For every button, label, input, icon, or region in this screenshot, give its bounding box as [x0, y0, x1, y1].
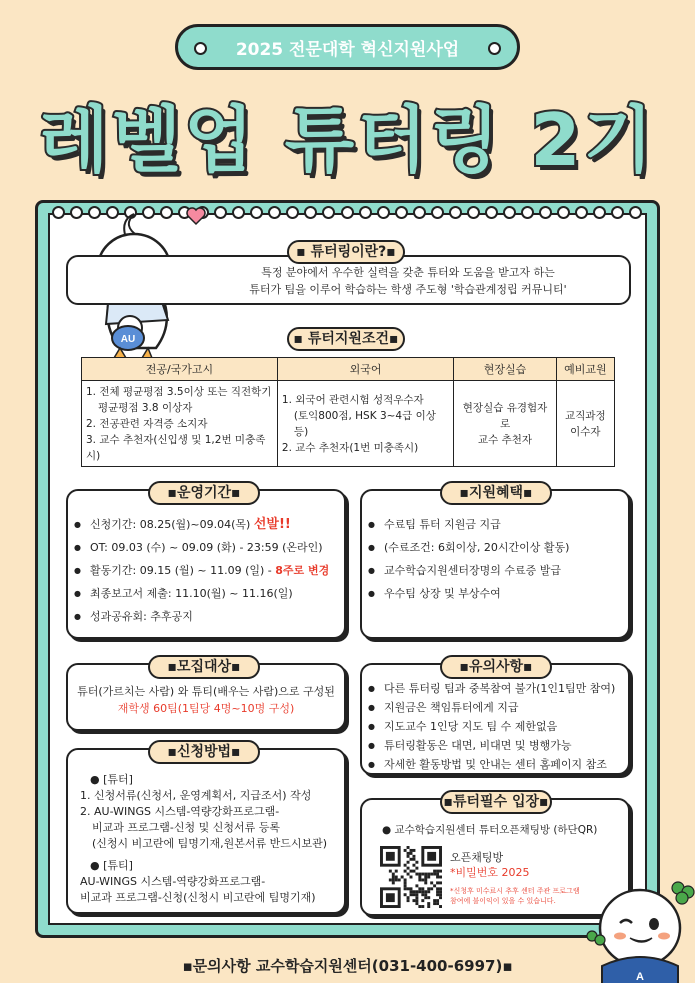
benefits-box: [360, 489, 630, 639]
binder-ring-icon: [485, 206, 498, 219]
conditions-label: ▪ 튜터지원조건▪: [287, 327, 405, 351]
table-cell: [82, 381, 278, 467]
cell-line: 1. 외국어 관련시험 성적우수자: [281, 393, 424, 406]
list-item: ● 활동기간: 09.15 (월) ~ 11.09 (일) - 8주로 변경: [90, 559, 344, 582]
binder-ring-icon: [250, 206, 263, 219]
password: *비밀번호 2025: [450, 866, 530, 879]
table-cell: [277, 381, 453, 467]
binder-ring-icon: [521, 206, 534, 219]
schedule-box: [66, 489, 346, 639]
list-item: ● OT: 09.03 (수) ~ 09.09 (화) - 23:59 (온라인): [90, 536, 344, 559]
list-item: ● 지도교수 1인당 지도 팀 수 제한없음: [384, 717, 628, 736]
binder-ring-icon: [52, 206, 65, 219]
benefits-label: ▪지원혜택▪: [440, 481, 552, 505]
cell-line: 3. 교수 추천자(신입생 및 1,2번 미충족시): [86, 433, 266, 462]
binder-ring-icon: [593, 206, 606, 219]
binder-ring-icon: [214, 206, 227, 219]
list-item: ● 튜터링활동은 대면, 비대면 및 병행가능: [384, 736, 628, 755]
tutee-heading: ● [튜티]: [90, 859, 133, 872]
method-line: (신청시 비고란에 팀명기재,원본서류 반드시보관): [92, 837, 328, 850]
column-header: 전공/국가고시: [82, 358, 278, 381]
dot-icon: [488, 42, 501, 55]
list-item: ● 우수팀 상장 및 부상수여: [384, 582, 628, 605]
column-header: 외국어: [277, 358, 453, 381]
list-item: ● 신청기간: 08.25(월)~09.04(목) 선발!!: [90, 513, 344, 536]
binder-ring-icon: [503, 206, 516, 219]
table-cell: [454, 381, 556, 467]
qr-code-icon[interactable]: [380, 846, 442, 908]
binder-ring-icon: [467, 206, 480, 219]
schedule-label: ▪운영기간▪: [148, 481, 260, 505]
warning-line: *신청후 미수료시 추후 센터 주관 프로그램: [450, 887, 580, 895]
required-label: ▪튜터필수 입장▪: [440, 790, 552, 814]
method-label: ▪신청방법▪: [148, 740, 260, 764]
required-item: ● 교수학습지원센터 튜터오픈채팅방 (하단QR): [382, 824, 598, 836]
binder-ring-icon: [395, 206, 408, 219]
cell-line: 이수자: [570, 425, 601, 438]
binder-ring-icon: [629, 206, 642, 219]
conditions-table: [81, 357, 615, 467]
cell-line: 교수 추천자: [477, 433, 533, 446]
binder-ring-icon: [304, 206, 317, 219]
binder-ring-icon: [286, 206, 299, 219]
notes-label: ▪유의사항▪: [440, 655, 552, 679]
mascot-badge: AU: [120, 334, 136, 345]
notes-box: [360, 663, 630, 775]
heart-icon: [185, 206, 207, 226]
tutor-heading: ● [튜터]: [90, 773, 133, 786]
intro-line: 튜터가 팀을 이루어 학습하는 학생 주도형 '학습관계정립 커뮤니티': [249, 283, 567, 296]
cell-line: 1. 전체 평균평점 3.5이상 또는 직전학기: [86, 385, 272, 398]
column-header: 예비교원: [556, 358, 614, 381]
list-item: ● 교수학습지원센터장명의 수료증 발급: [384, 559, 628, 582]
list-item: ● 다른 튜터링 팀과 중복참여 불가(1인1팀만 참여): [384, 679, 628, 698]
list-item: ● 수료팀 튜터 지원금 지급: [384, 513, 628, 536]
intro-label: ▪ 튜터링이란?▪: [287, 240, 405, 264]
binder-ring-icon: [413, 206, 426, 219]
cell-line: 평균평점 3.8 이상자: [98, 401, 193, 414]
list-item: ● 성과공유회: 추후공지: [90, 605, 344, 628]
footer-contact: ▪문의사항 교수학습지원센터(031-400-6997)▪: [182, 957, 513, 975]
binder-ring-icon: [449, 206, 462, 219]
method-line: 1. 신청서류(신청서, 운영계획서, 지급조서) 작성: [80, 789, 312, 802]
list-item: ● (수료조건: 6회이상, 20시간이상 활동): [384, 536, 628, 559]
binder-ring-icon: [575, 206, 588, 219]
column-header: 현장실습: [454, 358, 556, 381]
method-line: 비교과 프로그램-신청 및 신청서류 등록: [92, 821, 280, 834]
binder-ring-icon: [557, 206, 570, 219]
binder-ring-icon: [431, 206, 444, 219]
binder-ring-icon: [611, 206, 624, 219]
method-box: [66, 748, 346, 914]
subtitle: 2025 전문대학 혁신지원사업: [235, 39, 460, 60]
list-item: ● 최종보고서 제출: 11.10(월) ~ 11.16(일): [90, 582, 344, 605]
binder-ring-icon: [341, 206, 354, 219]
method-line: AU-WINGS 시스템-역량강화프로그램-: [80, 875, 266, 888]
cell-line: 교직과정: [565, 409, 606, 422]
dot-icon: [194, 42, 207, 55]
binder-ring-icon: [232, 206, 245, 219]
target-line: 튜터(가르치는 사람) 와 튜티(배우는 사람)으로 구성된: [77, 685, 335, 698]
cell-line: 2. 전공관련 자격증 소지자: [86, 417, 208, 430]
subtitle-pill: [175, 24, 520, 70]
target-label: ▪모집대상▪: [148, 655, 260, 679]
cell-line: (토익800점, HSK 3~4급 이상 등): [293, 409, 436, 438]
cell-line: 현장실습 유경험자로: [462, 401, 548, 430]
binder-ring-icon: [268, 206, 281, 219]
method-line: 비교과 프로그램-신청(신청시 비고란에 팀명기재): [80, 891, 316, 904]
binder-ring-icon: [539, 206, 552, 219]
mascot-jersey: A: [636, 971, 644, 983]
target-highlight: 재학생 60팀(1팀당 4명~10명 구성): [117, 702, 295, 715]
open-chat-label: 오픈채팅방: [450, 851, 504, 864]
page-title: 레벨업 튜터링 2기: [38, 98, 657, 182]
list-item: ● 지원금은 책임튜터에게 지급: [384, 698, 628, 717]
list-item: ● 자세한 활동방법 및 안내는 센터 홈페이지 참조: [384, 755, 628, 774]
cell-line: 2. 교수 추천자(1번 미충족시): [281, 441, 419, 454]
binder-ring-icon: [377, 206, 390, 219]
binder-ring-icon: [359, 206, 372, 219]
table-cell: [556, 381, 614, 467]
binder-ring-icon: [322, 206, 335, 219]
intro-line: 특정 분야에서 우수한 실력을 갖춘 튜터와 도움을 받고자 하는: [261, 266, 555, 279]
method-line: 2. AU-WINGS 시스템-역량강화프로그램-: [80, 805, 280, 818]
warning-line: 참여에 불이익이 있을 수 있습니다.: [450, 897, 556, 905]
